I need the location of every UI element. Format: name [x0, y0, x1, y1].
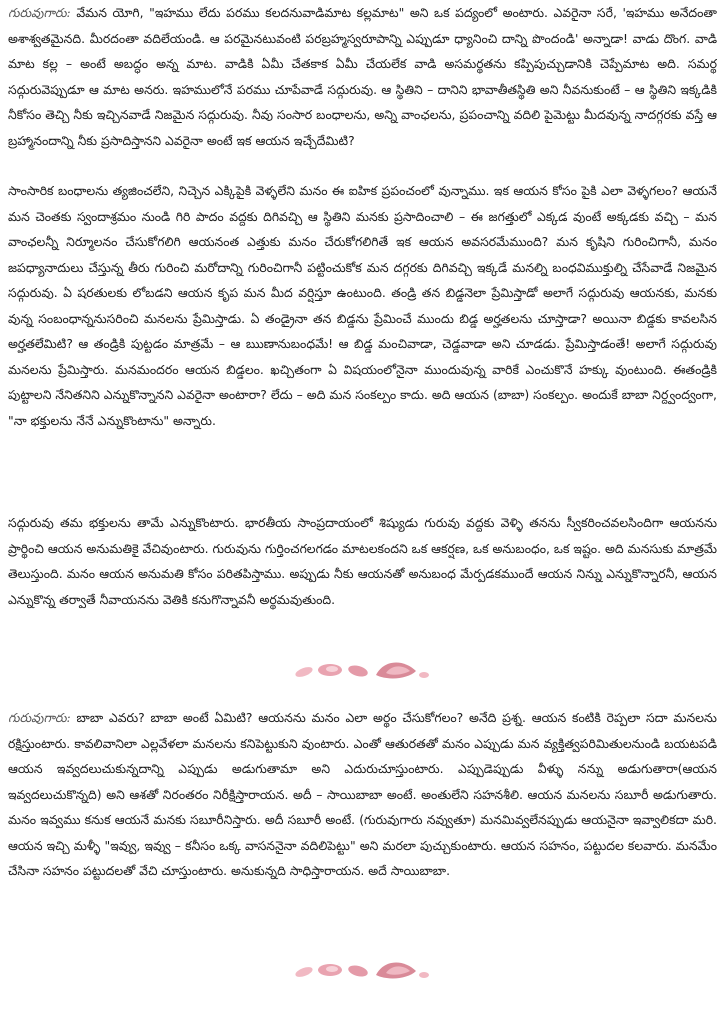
paragraph-2: [8, 178, 717, 433]
paragraph-text: సాంసారిక బంధాలను త్యజించలేని, నిచ్చెన ఎక్కిపైకి వెళ్ళలేని మనం ఈ ఐహిక ప్రపంచంలో వున్నాము. ఇక ఆయన కోసం పైకి ఎలా వెళ్ళగలం? ఆయనే మన చెంతకు స్వందాశ్రమం నుండి గిరి పాదం వద్దకు దిగివచ్చి ఆ స్థితిని మనకు ప్రసాదించాలి – ఈ జగత్తులో ఎక్కడ వుంటే అక్కడకు వచ్చి – మన వాంఛలన్నీ నిర్మూలనం చేసుకోగలిగి ఆయనంత ఎత్తుకు మనం చేరుకోగలిగితే ఇక ఆయన అవసరమేముంది? మన కృషిని గురించిగానీ, మనం జపధ్యానాదులు చేస్తున్న తీరు గురించి మరోదాన్ని గురించిగానీ పట్టించుకోక మన దగ్గరకు దిగివచ్చి ఇక్కడే మనల్ని బంధవిముక్తుల్ని చేసేవాడే నిజమైన సద్గురువు. ఏ షరతులకు లోబడని ఆయన కృప మన మీద వర్షిస్తూ ఉంటుంది. తండ్రి తన బిడ్డనెలా ప్రేమిస్తాడో అలాగే సద్గురువు ఆయనకు, మనకు వున్న సంబంధాన్ననుసరించి మనలను ప్రేమిస్తాడు. ఏ తండ్రైనా తన బిడ్డను ప్రేమించే ముందు బిడ్డ అర్హతలను చూస్తాడా? అయినా బిడ్డకు కావలసిన అర్హతలేమిటి? ఆ తండ్రికి పుట్టడం మాత్రమే – ఆ ఋణానుబంధమే! ఆ బిడ్డ మంచివాడా, చెడ్డవాడా అని చూడడు. ప్రేమిస్తాడంతే! అలాగే సద్గురువు మనలను ప్రేమిస్తారు. మనమందరం ఆయన బిడ్డలం. ఖచ్చితంగా ఏ విషయంలోనైనా ముందువున్న వారికే ఎంచుకొనే హక్కు వుంటుంది. ఈతండ్రికి పుట్టాలని నేనితనిని ఎన్నుకొన్నానని ఎవరైనా అంటారా? లేదు – అది మన సంకల్పం కాదు. అది ఆయన (బాబా) సంకల్పం. అందుకే బాబా నిర్ద్వంద్వంగా, "నా భక్తులను నేనే ఎన్నుకొంటాను" అన్నారు.: [8, 183, 717, 428]
paragraph-4: [8, 705, 717, 884]
speaker-label: గురువుగారు:: [8, 710, 71, 725]
paragraph-text: బాబా ఎవరు? బాబా అంటే ఏమిటి? ఆయనను మనం ఎలా అర్థం చేసుకోగలం? అనేది ప్రశ్న. ఆయన కంటికి రెప్పలా సదా మనలను రక్షిస్తుంటారు. కావలివానిలా ఎల్లవేళలా మనలను కనిపెట్టుకుని వుంటారు. ఎంతో ఆతురతతో మనం ఎప్పుడు మన వ్యక్తిత్వపరిమితులనుండి బయటపడి ఆయన ఇవ్వదలుచుకున్నదాన్ని ఎప్పుడు అడుగుతామా అని ఎదురుచూస్తుంటారు. ఎప్పుడెప్పుడు వీళ్ళు నన్ను అడుగుతారా(ఆయన ఇవ్వదలుచుకొన్నది) అని ఆశతో నిరంతరం నిరీక్షిస్తారాయన. అదీ – సాయిబాబా అంటే. అంతులేని సహనశీలి. ఆయన మనలను సబూరీ అడుగుతారు. మనం ఇవ్వము కనుక ఆయనే మనకు సబూరీనిస్తారు. అదీ సబూరీ అంటే. (గురువుగారు నవ్వుతూ) మనమివ్వలేనప్పుడు ఆయనైనా ఇవ్వాలికదా మరి. ఆయన ఇచ్చి మళ్ళీ "ఇవ్వు, ఇవ్వు – కనీసం ఒక్క వాసననైనా వదిలిపెట్టు" అని మరలా పుచ్చుకుంటారు. ఆయన సహనం, పట్టుదల కలవారు. మనమేం చేసినా సహనం పట్టుదలతో వేచి చూస్తుంటారు. అనుకున్నది సాధిస్తారాయన. అదే సాయిబాబా.: [8, 710, 717, 878]
paragraph-3: [8, 510, 717, 612]
rose-petals-icon: [292, 957, 432, 983]
paragraph-1: [8, 0, 717, 153]
paragraph-text: సద్గురువు తమ భక్తులను తామే ఎన్నుకొంటారు. భారతీయ సాంప్రదాయంలో శిష్యుడు గురువు వద్దకు వెళ్ళి తనను స్వీకరించవలసిందిగా ఆయనను ప్రార్థించి ఆయన అనుమతికై వేచివుంటారు. గురువును గుర్తించగలగడం మాటలకందని ఒక ఆకర్షణ, ఒక అనుబంధం, ఒక ఇష్టం. అది మనసుకు మాత్రమే తెలుస్తుంది. మనం ఆయన అనుమతి కోసం పరితపిస్తాము. అప్పుడు నీకు ఆయనతో అనుబంధ మేర్పడకముందే ఆయన నిన్ను ఎన్నుకొన్నారనీ, ఆయన ఎన్నుకొన్న తర్వాతే నీవాయనను వెతికి కనుగొన్నావనీ అర్థమవుతుంది.: [8, 515, 717, 607]
speaker-label: గురువుగారు:: [8, 5, 71, 20]
paragraph-text: వేమన యోగి, "ఇహము లేదు పరము కలదనువాడిమాట కల్లమాట" అని ఒక పద్యంలో అంటారు. ఎవరైనా సరే, 'ఇహము అనేదంతా అశాశ్వతమైనది. మీరదంతా వదిలేయండి. ఆ పరమైనటువంటి పరబ్రహ్మస్వరూపాన్ని ఎప్పుడూ ధ్యానించి దాన్ని పొందండి' అన్నాడా! వాడు దొంగ. వాడి మాట కల్ల – అంటే అబద్ధం అన్న మాట. వాడికి ఏమీ చేతకాక ఏమీ చేయలేక వాడి అసమర్థతను కప్పిపుచ్చుడానికి చెప్పేమాట అది. సమర్థ సద్గురువెప్పుడూ ఆ మాట అనరు. ఇహములోనే పరము చూపేవాడే సద్గురువు. ఆ స్థితిని – దానిని భావాతీతస్థితి అని నీవనుకుంటే – ఆ స్థితిని ఇక్కడికి నీకోసం తెచ్చి నీకు ఇచ్చినవాడే నిజమైన సద్గురువు. నీవు సంసార బంధాలను, అన్ని వాంఛలను, ప్రపంచాన్ని వదిలి పైమెట్టు మీదవున్న నాదగ్గరకు వస్తే ఆ బ్రహ్మానందాన్ని నీకు ప్రసాదిస్తానని ఎవరైనా అంటే ఇక ఆయన ఇచ్చేదేమిటి?: [8, 5, 717, 148]
rose-petals-icon: [292, 657, 432, 683]
